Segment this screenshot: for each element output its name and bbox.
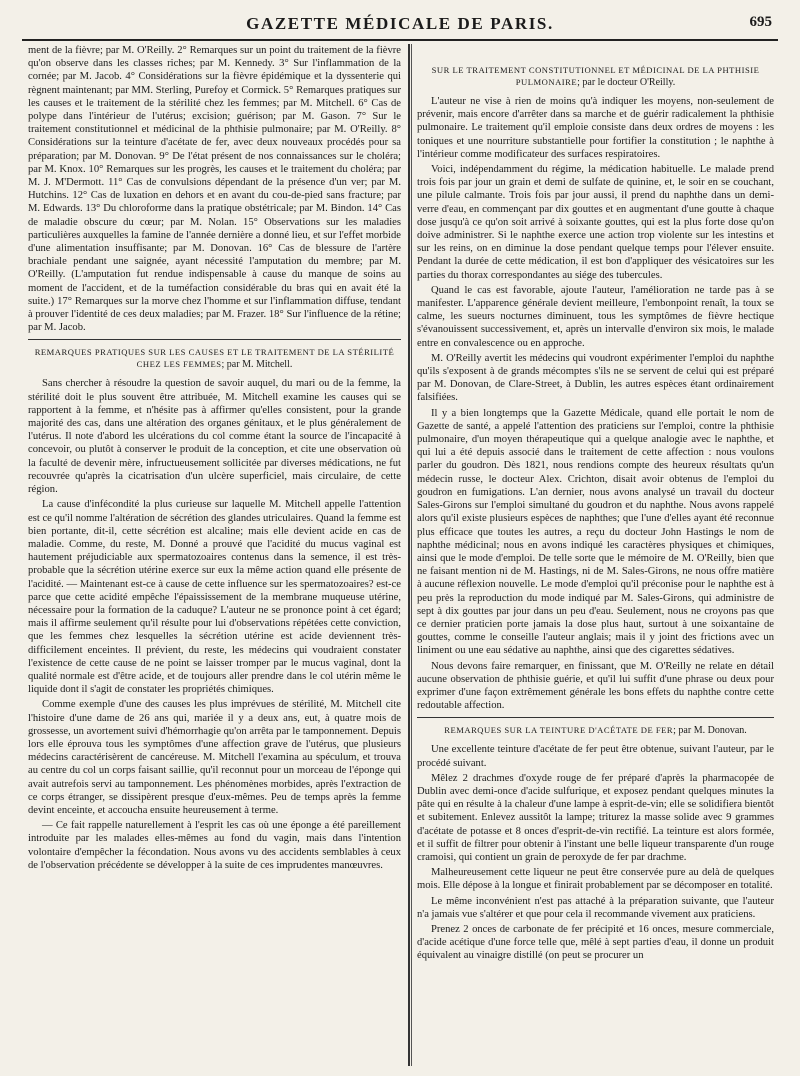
paragraph: Quand le cas est favorable, ajoute l'auteur, l'amélioration ne tarde pas à se manifester. L'apparence générale devient meilleure, l'embonpoint renaît, la toux se calme, les sueurs nocturnes diminuent, tous les symptômes de fièvre hectique s'évanouissent successivement, et, après un intervalle d'environ six mois, le malade entre en convalescence ou en approche.: [417, 284, 774, 349]
section-author: ; par M. Donovan.: [673, 725, 747, 737]
section-heading-sterility: [32, 346, 397, 371]
paragraph: Il y a bien longtemps que la Gazette Médicale, quand elle portait le nom de Gazette de santé, a appelé l'attention des praticiens sur l'emploi, contre la phthisie pulmonaire, d'un moyen thérapeutique qui a quelque analogie avec le naphthe, et qui lui a été depuis associé dans le traitement de cette affection : nous voulons parler du goudron. Dès 1821, nous rendions compte des heureux résultats qu'un médecin russe, le docteur Alex. Crichton, disait avoir obtenus de l'emploi du goudron en fumigations. L'an dernier, nous avons analysé un travail du docteur Sales-Girons sur l'emploi simultané du goudron et du naphthe. Nous avons rappelé alors qu'il existe plusieurs espèces de naphthes; que l'une d'elles ayant été reconnue plus efficace que toutes les autres, a reçu du docteur John Hastings le nom de naphthe médicinal; nous en avons indiqué les caractères physiques et chimiques, ainsi que le mode d'emploi. De telle sorte que le mémoire de M. O'Reilly, bien que ne faisant mention ni de M. Hastings, ni de M. Sales-Girons, ne nous offre matière à aucune réflexion nouvelle. Le mode d'emploi qu'il préconise pour le naphthe est à peu près la reproduction du mode indiqué par M. Sales-Girons, qui administre de sept à dix gouttes par jour dans un peu d'eau. Seulement, nous ne croyons pas que ce dernier praticien porte jamais la dose plus haut, surtout à une soixantaine de gouttes, comme le conseille l'auteur anglais; mais il y joint des frictions avec un liniment ou une eau sédative au naphthe, ainsi que des cigarettes sédatives.: [417, 407, 774, 657]
left-column: [28, 44, 401, 1070]
page-number: 695: [749, 14, 772, 30]
paragraph: — Ce fait rappelle naturellement à l'esprit les cas où une éponge a été pareillement introduite par les malades elles-mêmes au fond du vagin, mais dans l'intention volontaire d'empêcher la fécondation. Nous avons vu des accidents semblables à ceux de l'observation précédente se développer à la suite de ces imprudentes manœuvres.: [28, 820, 401, 871]
paragraph: Comme exemple d'une des causes les plus imprévues de stérilité, M. Mitchell cite l'histoire d'une dame de 26 ans qui, mariée il y a deux ans, eut, à quatre mois de grossesse, un avortement suivi d'hémorrhagie qu'on arrêta par le tamponnement. Depuis lors elle éprouva tous les symptômes d'une affection grave de l'utérus, que plusieurs médecins caractérisèrent de cancéreuse. M. Mitchell l'examina au spéculum, et trouva au centre du col un corps faisant saillie, qu'il reconnut pour un morceau de l'éponge qui avait autrefois servi au tamponnement. Les phénomènes morbides, après l'extraction de ce corps étranger, se dissipèrent presque d'eux-mêmes. Peu de temps après la femme devint enceinte, et accoucha ensuite heureusement à terme.: [28, 699, 401, 816]
paragraph: Prenez 2 onces de carbonate de fer précipité et 16 onces, mesure commerciale, d'acide acétique d'une force telle que, mêlé à sept parties d'eau, il donne un produit équivalent au vinaigre distillé (on peut se procurer un: [417, 923, 774, 962]
section-author: ; par le docteur O'Reilly.: [577, 77, 676, 88]
paragraph: Une excellente teinture d'acétate de fer peut être obtenue, suivant l'auteur, par le procédé suivant.: [417, 744, 774, 769]
paragraph: L'auteur ne vise à rien de moins qu'à indiquer les moyens, non-seulement de prévenir, mais encore d'arrêter dans sa marche et de guérir radicalement la phthisie pulmonaire. Le traitement qu'il emploie consiste dans deux ordres de moyens : les toniques et une nourriture substantielle pour fortifier la constitution ; le naphthe à l'intérieur comme modificateur des surfaces respiratoires.: [417, 96, 774, 160]
column-divider-inner: [411, 44, 412, 1066]
right-column: [417, 44, 774, 1070]
paragraph: Voici, indépendamment du régime, la médication habituelle. Le malade prend trois fois par jour un grain et demi de sulfate de quinine, et, le soir en se couchant, une pilule calmante. Trois fois par jour aussi, il prend du naphthe dans un demi-verre d'eau, en commençant par dix gouttes et en augmentant d'une goutte à chaque dose jusqu'à ce qu'on soit arrivé à soixante gouttes, qui est la plus forte dose qu'on doive administrer. Si le naphthe exerce une action trop violente sur les intestins et sur les reins, on en diminue la dose pendant quelque temps pour l'élever ensuite. Pendant la durée de cette médication, il est bon d'appliquer des vésicatoires sur les parties du thorax correspondantes au siége des tubercules.: [417, 164, 774, 281]
paragraph: Le même inconvénient n'est pas attaché à la préparation suivante, que l'auteur n'a jamais vue s'altérer et que pour cela il recommande vivement aux praticiens.: [417, 895, 774, 920]
section-title: SUR LE TRAITEMENT CONSTITUTIONNEL ET MÉDICINAL DE LA PHTHISIE PULMONAIRE: [431, 65, 760, 87]
paragraph: M. O'Reilly avertit les médecins qui voudront expérimenter l'emploi du naphthe qu'ils s'exposent à de grands mécomptes s'ils ne se servent de celui qui est préparé par M. Donovan, de Clare-Street, à Dublin, les autres espèces étant ordinairement falsifiées.: [417, 352, 774, 404]
section-rule: [417, 717, 774, 718]
paragraph: Malheureusement cette liqueur ne peut être conservée pure au delà de quelques mois. Elle dépose à la longue et finirait probablement par se décomposer en totalité.: [417, 867, 774, 892]
header-rule: [22, 39, 778, 41]
contents-list: ment de la fièvre; par M. O'Reilly. 2° Remarques sur un point du traitement de la fièvre qu'on observe dans les classes riches; par M. Kennedy. 3° Sur l'inflammation de la cornée; par M. Jacob. 4° Considérations sur la fièvre épidémique et la dyssenterie qui règnent maintenant; par MM. Sterling, Purefoy et Cormick. 5° Remarques pratiques sur les causes et le traitement de la stérilité chez les femmes; par M. Mitchell. 6° Cas de polype dans l'intérieur de l'utérus; excision; guérison; par M. Gason. 7° Sur le traitement constitutionnel et médicinal de la phthisie pulmonaire; par M. O'Reilly. 8° Considérations sur la teinture d'acétate de fer, avec deux nouveaux procédés pour sa préparation; par M. Donovan. 9° De l'état présent de nos connaissances sur le choléra; par M. Knox. 10° Remarques sur les progrès, les causes et le traitement du choléra; par M. J. M'Dermott. 11° Cas de convulsions dépendant de la présence d'un ver; par M. Hutchins. 12° Cas de luxation en dehors et en avant du cou-de-pied sans fracture; par M. Edwards. 13° Du chloroforme dans la pratique obstétricale; par M. Bindon. 14° Cas de maladie obscure du cœur; par M. Nolan. 15° Observations sur les maladies particulières auxquelles la famine de l'année dernière a donné lieu, et sur l'effet morbide d'une alimentation insuffisante; par M. Donovan. 16° Cas de blessure de l'artère brachiale pendant une saignée, ayant nécessité l'amputation du membre; par M. O'Reilly. (L'amputation fut rendue indispensable à cause du manque de soins au moment de l'accident, et de la tuméfaction considérable du bras qui en avait été la suite.) 17° Remarques sur la morve chez l'homme et sur l'inflammation diffuse, tendant à prouver l'identité de ces deux maladies; par M. Frazer. 18° Sur l'influence de la rétine; par M. Jacob.: [28, 45, 401, 334]
section-heading-phthisis: [421, 64, 770, 89]
paragraph: La cause d'infécondité la plus curieuse sur laquelle M. Mitchell appelle l'attention est ce qu'il nomme l'altération de sécrétion des glandes utriculaires. Quand la femme est bien portante, dit-il, cette sécrétion est alcaline; mais elle devient acide en cas de maladie. Comme, du reste, M. Donné a prouvé que l'acidité du mucus vaginal est hautement préjudiciable aux spermatozoaires contenus dans la semence, il est très-probable que la sécrétion utérine exerce sur eux la même action quand elle présente de l'acidité. — Maintenant est-ce à cause de cette influence sur les spermatozoaires? est-ce parce que cette acidité empêche l'épaississement de la membrane muqueuse utérine, nécessaire pour la formation de la caduque? L'auteur ne se prononce point à cet égard; mais il affirme seulement qu'il résulte pour lui d'observations répétées cette conviction, que les femmes chez lesquelles la sécrétion utérine est acide deviennent très-difficilement enceintes. Il prévient, du reste, les médecins qui voudraient constater l'existence de cette cause de ne point se laisser tromper par le mucus vaginal, dont la qualité normale est d'être acide, et de toujours aller prendre dans le col utérin même le liquide dont il s'agit de constater les propriétés chimiques.: [28, 499, 401, 696]
paragraph: Nous devons faire remarquer, en finissant, que M. O'Reilly ne relate en détail aucune observation de phthisie guérie, et qu'il lui suffit d'une phrase ou deux pour exprimer d'une façon extrêmement générale les bons effets du naphthe contre cette redoutable affection.: [417, 660, 774, 712]
column-divider: [408, 44, 410, 1066]
paragraph: Mêlez 2 drachmes d'oxyde rouge de fer préparé d'après la pharmacopée de Dublin avec demi-once d'acide sulfurique, et exposez pendant quelques minutes la pâte qui en résulte à la chaleur d'une lampe à esprit-de-vin; elle se solidifiera bientôt et subitement. Enlevez aussitôt la lampe; triturez la masse solide avec 9 grammes d'acétate de potasse et 8 onces d'esprit-de-vin rectifié. La teinture est alors formée, et il suffit de filtrer pour obtenir à l'instant une belle liqueur transparente d'un rouge cramoisi, qui contient un grain de peroxyde de fer par drachme.: [417, 772, 774, 863]
section-rule: [28, 339, 401, 340]
section-author: ; par M. Mitchell.: [221, 359, 293, 371]
journal-title: GAZETTE MÉDICALE DE PARIS.: [246, 14, 554, 33]
section-heading-iron-acetate: [421, 724, 770, 737]
section-title: REMARQUES PRATIQUES SUR LES CAUSES ET LE TRAITEMENT DE LA STÉRILITÉ CHEZ LES FEMMES: [34, 347, 395, 370]
section-title: REMARQUES SUR LA TEINTURE D'ACÉTATE DE FER: [444, 725, 674, 736]
paragraph: Sans chercher à résoudre la question de savoir auquel, du mari ou de la femme, la stérilité doit le plus souvent être attribuée, M. Mitchell examine les causes qui se rapportent à la femme, et n'hésite pas à affirmer qu'elles consistent, pour la grande majorité des cas, dans une altération des organes génitaux, et le plus généralement de l'utérus. Il note d'abord les ulcérations du col comme étant la source de l'incapacité à concevoir, ou plutôt à conserver le produit de la conception, et cite une observation où la faculté de devenir mère, infructueusement sollicitée par diverses médications, ne fut recouvrée qu'après la cicatrisation d'un ulcère superficiel, mais circulaire, de cette région.: [28, 378, 401, 496]
page-header: [22, 12, 778, 38]
